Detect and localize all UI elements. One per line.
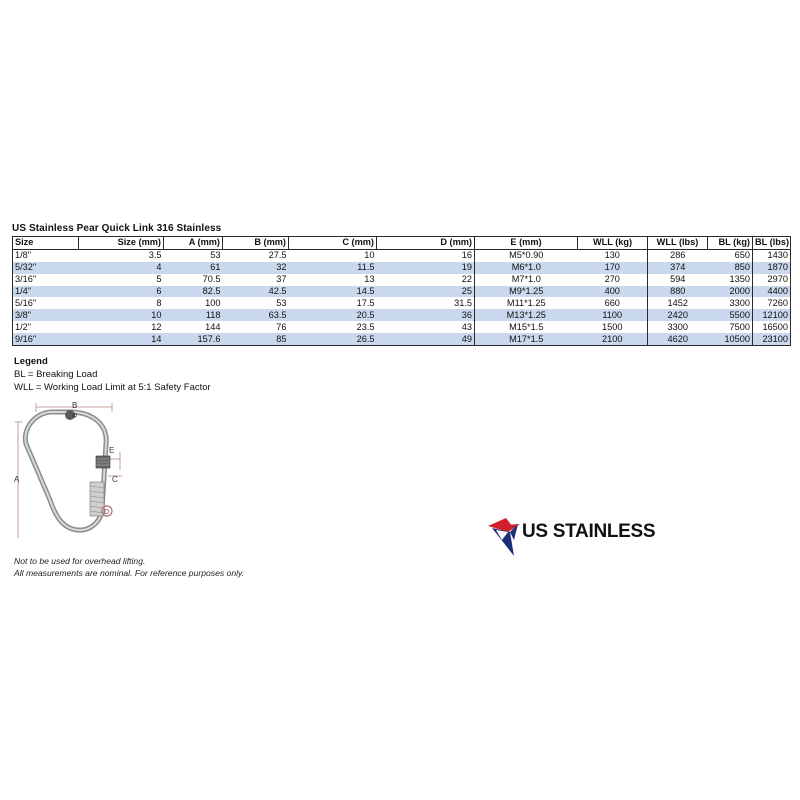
table-row — [13, 249, 791, 261]
table-cell: 20.5 — [289, 309, 377, 321]
table-cell: 1/8" — [13, 249, 79, 261]
table-cell: 76 — [223, 321, 289, 333]
table-cell: 37 — [223, 274, 289, 286]
table-cell: M17*1.5 — [475, 333, 578, 345]
table-cell: 16 — [377, 249, 475, 261]
table-cell: 118 — [164, 309, 223, 321]
table-cell: 1452 — [648, 297, 708, 309]
table-row — [13, 297, 791, 309]
table-cell: 10500 — [708, 333, 753, 345]
table-row — [13, 309, 791, 321]
col-header: A (mm) — [164, 237, 223, 250]
table-cell: 3/16" — [13, 274, 79, 286]
col-header: D (mm) — [377, 237, 475, 250]
legend — [14, 355, 211, 394]
table-row — [13, 333, 791, 345]
table-cell: 100 — [164, 297, 223, 309]
table-cell: M15*1.5 — [475, 321, 578, 333]
table-cell: 5/32" — [13, 262, 79, 274]
table-cell: 25 — [377, 286, 475, 298]
table-row — [13, 286, 791, 298]
table-cell: 53 — [223, 297, 289, 309]
table-cell: 2420 — [648, 309, 708, 321]
table-cell: 14.5 — [289, 286, 377, 298]
table-cell: 26.5 — [289, 333, 377, 345]
table-cell: 9/16" — [13, 333, 79, 345]
table-cell: 880 — [648, 286, 708, 298]
table-title: US Stainless Pear Quick Link 316 Stainless — [12, 223, 222, 234]
label-phi: Φ — [72, 413, 78, 420]
table-cell: 23100 — [753, 333, 791, 345]
table-cell: M9*1.25 — [475, 286, 578, 298]
star-logo-icon — [484, 510, 524, 558]
logo-text: US STAINLESS — [522, 521, 656, 542]
col-header: WLL (kg) — [578, 237, 648, 250]
table-cell: 1350 — [708, 274, 753, 286]
table-cell: 130 — [578, 249, 648, 261]
label-a: A — [14, 475, 20, 484]
table-cell: 10 — [289, 249, 377, 261]
table-cell: 63.5 — [223, 309, 289, 321]
table-row — [13, 274, 791, 286]
table-cell: 286 — [648, 249, 708, 261]
col-header: BL (kg) — [708, 237, 753, 250]
note-line-1: Not to be used for overhead lifting. — [14, 556, 146, 566]
table-cell: 2100 — [578, 333, 648, 345]
table-cell: 270 — [578, 274, 648, 286]
legend-bl: BL = Breaking Load — [14, 369, 98, 380]
label-e: E — [109, 446, 115, 455]
table-cell: 3300 — [648, 321, 708, 333]
table-cell: 4620 — [648, 333, 708, 345]
table-cell: 4400 — [753, 286, 791, 298]
table-cell: 3.5 — [79, 249, 164, 261]
label-c: C — [112, 475, 118, 484]
table-cell: 1/4" — [13, 286, 79, 298]
table-cell: 27.5 — [223, 249, 289, 261]
table-cell: 19 — [377, 262, 475, 274]
table-cell: 170 — [578, 262, 648, 274]
table-cell: 1870 — [753, 262, 791, 274]
col-header: Size — [13, 237, 79, 250]
table-cell: M6*1.0 — [475, 262, 578, 274]
col-header: BL (lbs) — [753, 237, 791, 250]
table-cell: 14 — [79, 333, 164, 345]
table-cell: 43 — [377, 321, 475, 333]
table-cell: 85 — [223, 333, 289, 345]
table-cell: 22 — [377, 274, 475, 286]
table-cell: 8 — [79, 297, 164, 309]
col-header: Size (mm) — [79, 237, 164, 250]
table-cell: 144 — [164, 321, 223, 333]
table-cell: 61 — [164, 262, 223, 274]
table-cell: 2000 — [708, 286, 753, 298]
table-cell: 13 — [289, 274, 377, 286]
table-cell: 4 — [79, 262, 164, 274]
label-b: B — [72, 401, 78, 410]
table-cell: 12 — [79, 321, 164, 333]
label-d: D — [104, 509, 110, 516]
table-cell: 5/16" — [13, 297, 79, 309]
table-cell: 650 — [708, 249, 753, 261]
table-cell: 2970 — [753, 274, 791, 286]
col-header: B (mm) — [223, 237, 289, 250]
note-line-2: All measurements are nominal. For reference purposes only. — [14, 567, 245, 578]
table-cell: 32 — [223, 262, 289, 274]
table-row — [13, 321, 791, 333]
table-cell: 23.5 — [289, 321, 377, 333]
table-cell: 6 — [79, 286, 164, 298]
table-cell: 660 — [578, 297, 648, 309]
table-cell: 5 — [79, 274, 164, 286]
table-header-row — [13, 237, 791, 250]
table-cell: 3/8" — [13, 309, 79, 321]
spec-table — [12, 236, 791, 346]
notes — [14, 556, 244, 579]
table-cell: 10 — [79, 309, 164, 321]
legend-heading: Legend — [14, 356, 48, 367]
table-cell: 1/2" — [13, 321, 79, 333]
col-header: C (mm) — [289, 237, 377, 250]
col-header: E (mm) — [475, 237, 578, 250]
table-cell: 7260 — [753, 297, 791, 309]
table-cell: 31.5 — [377, 297, 475, 309]
quick-link-diagram — [12, 398, 132, 538]
table-cell: 850 — [708, 262, 753, 274]
table-cell: 1430 — [753, 249, 791, 261]
table-cell: 70.5 — [164, 274, 223, 286]
table-cell: 49 — [377, 333, 475, 345]
table-cell: 42.5 — [223, 286, 289, 298]
col-header: WLL (lbs) — [648, 237, 708, 250]
table-cell: 53 — [164, 249, 223, 261]
table-cell: M13*1.25 — [475, 309, 578, 321]
legend-wll: WLL = Working Load Limit at 5:1 Safety Factor — [14, 382, 211, 393]
table-cell: 3300 — [708, 297, 753, 309]
table-row — [13, 262, 791, 274]
table-cell: 157.6 — [164, 333, 223, 345]
table-cell: 374 — [648, 262, 708, 274]
table-cell: 1500 — [578, 321, 648, 333]
table-cell: 17.5 — [289, 297, 377, 309]
table-cell: 400 — [578, 286, 648, 298]
table-cell: M5*0.90 — [475, 249, 578, 261]
table-cell: 11.5 — [289, 262, 377, 274]
table-cell: M7*1.0 — [475, 274, 578, 286]
table-cell: 12100 — [753, 309, 791, 321]
table-cell: 16500 — [753, 321, 791, 333]
us-stainless-logo — [484, 510, 684, 560]
table-cell: 1100 — [578, 309, 648, 321]
table-cell: 594 — [648, 274, 708, 286]
table-cell: 7500 — [708, 321, 753, 333]
table-cell: 36 — [377, 309, 475, 321]
table-cell: 5500 — [708, 309, 753, 321]
table-cell: M11*1.25 — [475, 297, 578, 309]
table-cell: 82.5 — [164, 286, 223, 298]
